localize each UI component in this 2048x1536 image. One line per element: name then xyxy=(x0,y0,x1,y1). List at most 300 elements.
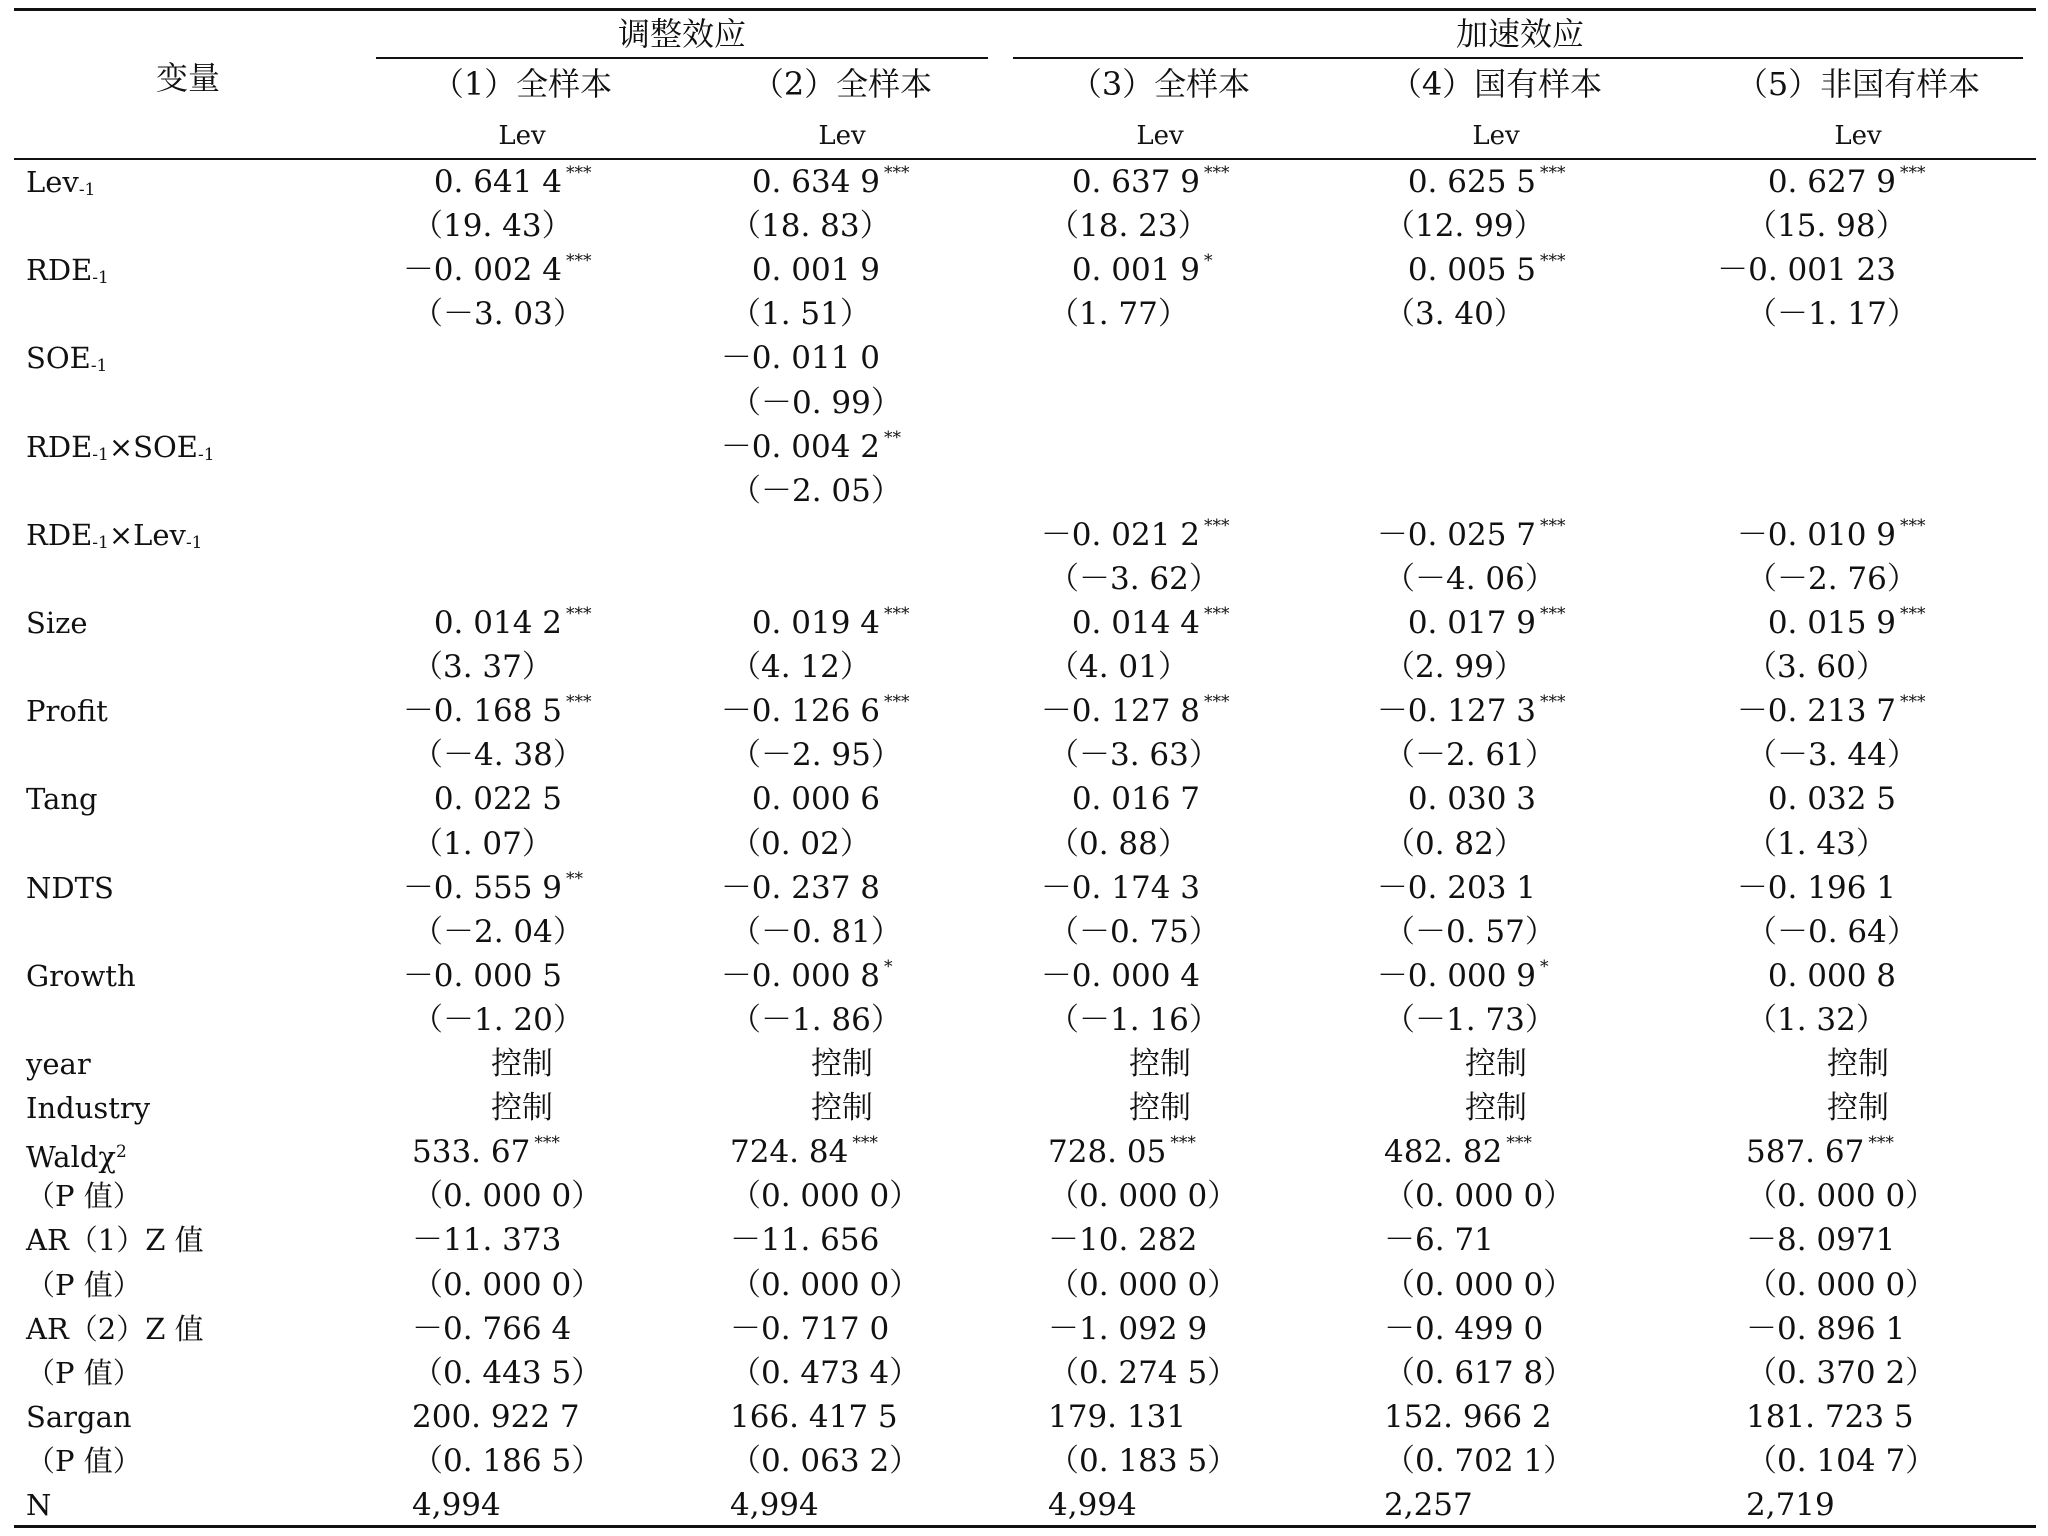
significance-stars: *** xyxy=(534,1133,560,1154)
dependent-var-2: Lev xyxy=(818,121,866,151)
significance-stars: *** xyxy=(1506,1133,1532,1154)
cell-value: （3. 60） xyxy=(1746,649,1887,686)
significance-stars: *** xyxy=(1540,163,1566,183)
cell-value: 0. 019 4 xyxy=(751,605,880,641)
row-label xyxy=(26,1130,127,1174)
row-label xyxy=(26,1174,142,1218)
table-cell xyxy=(751,601,910,645)
table-cell xyxy=(412,733,584,777)
significance-stars: * xyxy=(1540,956,1549,977)
table-cell xyxy=(730,822,871,866)
table-cell xyxy=(1048,1351,1238,1395)
row-label-text: RDE xyxy=(26,253,93,288)
cell-value: （0. 702 1） xyxy=(1384,1442,1575,1479)
cell-value: 0. 030 3 xyxy=(1407,781,1536,818)
cell-value: 0. 001 9 xyxy=(1071,252,1200,289)
significance-stars: *** xyxy=(566,692,592,713)
row-label xyxy=(26,1218,204,1262)
cell-value: （12. 99） xyxy=(1384,208,1545,245)
table-cell xyxy=(811,1086,873,1130)
row-label xyxy=(26,1307,204,1351)
table-cell xyxy=(1384,204,1545,248)
table-cell xyxy=(730,998,902,1042)
table-cell xyxy=(403,954,562,998)
table-cell xyxy=(1048,910,1220,954)
table-cell xyxy=(402,866,583,910)
table-cell xyxy=(412,1395,580,1439)
row-label xyxy=(26,601,88,645)
cell-value: 控制 xyxy=(1465,1046,1527,1082)
table-cell xyxy=(1384,998,1556,1042)
significance-stars: *** xyxy=(1900,515,1926,536)
table-cell xyxy=(1384,1439,1574,1483)
cell-value: （0. 82） xyxy=(1384,825,1525,862)
cell-value: －0. 011 0 xyxy=(720,340,880,377)
table-cell xyxy=(1048,204,1209,248)
column-header-4: （4）国有样本 xyxy=(1389,65,1603,103)
cell-value: －0. 126 6 xyxy=(720,693,880,730)
table-cell xyxy=(1048,557,1220,601)
table-cell xyxy=(1746,1218,1895,1262)
row-label xyxy=(26,1351,142,1395)
cell-value: －11. 373 xyxy=(412,1222,562,1259)
row-label-text: Lev xyxy=(26,165,79,199)
row-label-text: Industry xyxy=(26,1091,151,1126)
cell-value: （－2. 76） xyxy=(1746,560,1918,597)
row-label xyxy=(26,248,109,292)
cell-value: （3. 40） xyxy=(1384,296,1525,333)
cell-value: （0. 000 0） xyxy=(1048,1266,1239,1303)
cell-value: －0. 127 3 xyxy=(1376,693,1536,730)
significance-stars: *** xyxy=(884,163,910,183)
cell-value: 724. 84 xyxy=(730,1134,849,1171)
cell-value: 0. 625 5 xyxy=(1407,164,1536,200)
table-cell xyxy=(1048,998,1220,1042)
column-header-2: （2）全样本 xyxy=(751,65,933,103)
significance-stars: *** xyxy=(1868,1133,1894,1154)
row-label xyxy=(26,513,203,557)
cell-value: 0. 000 8 xyxy=(1767,957,1896,994)
cell-value: 0. 627 9 xyxy=(1767,164,1896,200)
cell-value: －0. 025 7 xyxy=(1376,516,1536,553)
dependent-var-3: Lev xyxy=(1136,121,1184,151)
cell-value: （－0. 64） xyxy=(1746,913,1918,950)
table-cell xyxy=(412,998,584,1042)
table-cell xyxy=(412,1307,571,1351)
cell-value: （－1. 17） xyxy=(1746,296,1918,333)
cell-value: （－0. 57） xyxy=(1384,913,1556,950)
table-cell xyxy=(730,1218,879,1262)
column-header-5: （5）非国有样本 xyxy=(1735,65,1981,103)
cell-value: －0. 237 8 xyxy=(720,869,880,906)
table-cell xyxy=(1048,1263,1238,1307)
cell-value: （0. 183 5） xyxy=(1048,1442,1239,1479)
table-cell xyxy=(1384,1307,1543,1351)
table-cell xyxy=(1746,822,1887,866)
table-cell xyxy=(1384,1351,1574,1395)
cell-value: 2,719 xyxy=(1746,1487,1835,1523)
row-label-superscript: 2 xyxy=(116,1142,127,1163)
table-cell xyxy=(412,910,584,954)
table-cell xyxy=(412,204,573,248)
row-label xyxy=(26,336,107,380)
row-label-text: SOE xyxy=(26,341,91,376)
cell-value: （－1. 16） xyxy=(1048,1001,1220,1038)
row-label xyxy=(26,1483,51,1527)
table-cell xyxy=(1746,1307,1905,1351)
table-cell xyxy=(1384,292,1525,336)
table-cell xyxy=(1746,1351,1936,1395)
cell-value: 0. 014 4 xyxy=(1071,605,1200,641)
cell-value: （0. 063 2） xyxy=(730,1442,921,1479)
table-cell xyxy=(1384,910,1556,954)
row-label xyxy=(26,1086,150,1130)
cell-value: （0. 186 5） xyxy=(412,1442,603,1479)
row-label-text: RDE xyxy=(26,517,93,552)
cell-value: （0. 473 4） xyxy=(730,1354,921,1391)
table-cell xyxy=(1048,1218,1197,1262)
table-cell xyxy=(1376,689,1566,733)
cell-value: 0. 634 9 xyxy=(751,164,880,200)
table-cell xyxy=(752,777,880,821)
cell-value: （0. 02） xyxy=(730,825,871,862)
table-cell xyxy=(1048,645,1189,689)
table-cell xyxy=(1129,1086,1191,1130)
stub-header: 变量 xyxy=(155,59,221,97)
row-label xyxy=(26,160,95,204)
cell-value: 0. 641 4 xyxy=(433,164,562,200)
row-label-text: Sargan xyxy=(26,1399,132,1434)
cell-value: 4,994 xyxy=(730,1487,819,1523)
row-label xyxy=(26,1439,142,1483)
table-cell xyxy=(1384,1395,1552,1439)
table-cell xyxy=(412,1130,560,1174)
row-label-text: （P 值） xyxy=(26,1355,142,1390)
table-cell xyxy=(1048,1439,1238,1483)
table-cell xyxy=(1048,1307,1207,1351)
cell-value: 0. 022 5 xyxy=(433,781,562,818)
table-cell xyxy=(720,954,893,998)
significance-stars: *** xyxy=(566,163,592,183)
cell-value: －0. 000 4 xyxy=(1040,957,1200,994)
cell-value: －0. 213 7 xyxy=(1736,693,1896,730)
cell-value: 0. 014 2 xyxy=(433,605,562,641)
row-label xyxy=(26,1263,142,1307)
table-cell xyxy=(1746,1174,1936,1218)
table-cell xyxy=(1736,513,1926,557)
table-cell xyxy=(1746,1483,1835,1527)
cell-value: （－4. 38） xyxy=(412,737,584,774)
table-cell xyxy=(491,1086,553,1130)
table-cell xyxy=(730,204,891,248)
cell-value: 4,994 xyxy=(412,1487,501,1523)
cell-value: （0. 000 0） xyxy=(1048,1178,1239,1215)
table-cell xyxy=(1384,1218,1494,1262)
table-cell xyxy=(730,381,902,425)
row-label xyxy=(26,689,108,733)
cell-value: 482. 82 xyxy=(1384,1134,1503,1171)
cell-value: 4,994 xyxy=(1048,1487,1137,1523)
table-cell xyxy=(1048,292,1189,336)
cell-value: （18. 83） xyxy=(730,208,891,245)
table-cell xyxy=(412,1351,602,1395)
group-header-adjustment: 调整效应 xyxy=(617,15,747,53)
table-cell xyxy=(433,601,592,645)
cell-value: －1. 092 9 xyxy=(1048,1310,1208,1347)
row-label xyxy=(26,954,136,998)
row-label-text: NDTS xyxy=(26,870,114,905)
row-label xyxy=(26,1042,91,1086)
significance-stars: *** xyxy=(852,1133,878,1154)
table-cell xyxy=(1040,689,1230,733)
table-cell xyxy=(1767,160,1926,204)
table-cell xyxy=(412,822,553,866)
table-cell xyxy=(1048,733,1220,777)
row-label xyxy=(26,425,215,469)
table-cell xyxy=(1746,910,1918,954)
cell-value: （0. 000 0） xyxy=(1746,1266,1937,1303)
table-cell xyxy=(720,425,901,469)
table-cell xyxy=(730,469,902,513)
table-cell xyxy=(1746,557,1918,601)
significance-stars: *** xyxy=(1540,692,1566,713)
table-cell xyxy=(412,645,553,689)
cell-value: （－2. 05） xyxy=(730,472,902,509)
table-cell xyxy=(720,689,910,733)
row-label-text: ×Lev xyxy=(108,517,186,552)
group-rule-adjustment xyxy=(376,57,988,59)
cell-value: （0. 443 5） xyxy=(412,1354,603,1391)
cell-value: （－0. 81） xyxy=(730,913,902,950)
cell-value: 533. 67 xyxy=(412,1134,531,1171)
table-cell xyxy=(730,1307,889,1351)
column-header-3: （3）全样本 xyxy=(1069,65,1251,103)
row-label-text: （P 值） xyxy=(26,1267,142,1302)
cell-value: 控制 xyxy=(1129,1046,1191,1082)
row-label-text: Tang xyxy=(26,782,98,817)
row-label-text: AR（2）Z 值 xyxy=(26,1311,204,1346)
table-cell xyxy=(412,1483,501,1527)
cell-value: 200. 922 7 xyxy=(412,1398,580,1435)
significance-stars: *** xyxy=(1540,251,1566,272)
table-cell xyxy=(1384,822,1525,866)
table-cell xyxy=(491,1042,553,1086)
cell-value: （2. 99） xyxy=(1384,649,1525,686)
table-cell xyxy=(730,1395,898,1439)
cell-value: （1. 43） xyxy=(1746,825,1887,862)
cell-value: （4. 12） xyxy=(730,649,871,686)
header-rule xyxy=(14,158,2036,160)
cell-value: （－2. 61） xyxy=(1384,737,1556,774)
cell-value: －0. 000 5 xyxy=(402,957,562,994)
table-cell xyxy=(1377,866,1536,910)
table-cell xyxy=(1746,1263,1936,1307)
table-cell xyxy=(1746,645,1887,689)
table-cell xyxy=(721,866,880,910)
cell-value: （1. 32） xyxy=(1746,1001,1887,1038)
cell-value: 587. 67 xyxy=(1746,1134,1865,1171)
table-cell xyxy=(412,1263,602,1307)
row-label-subscript: -1 xyxy=(92,268,109,289)
cell-value: （0. 274 5） xyxy=(1048,1354,1239,1391)
table-cell xyxy=(402,248,592,292)
row-label-text: RDE xyxy=(26,429,93,464)
table-cell xyxy=(1408,777,1536,821)
table-cell xyxy=(1071,601,1230,645)
cell-value: （－3. 03） xyxy=(412,296,584,333)
cell-value: （0. 000 0） xyxy=(412,1266,603,1303)
table-cell xyxy=(1048,1483,1137,1527)
significance-stars: * xyxy=(1204,251,1213,272)
group-header-acceleration: 加速效应 xyxy=(1455,15,1585,53)
cell-value: （－0. 75） xyxy=(1048,913,1220,950)
cell-value: （－4. 06） xyxy=(1384,560,1556,597)
cell-value: 0. 637 9 xyxy=(1071,164,1200,200)
cell-value: －0. 021 2 xyxy=(1040,516,1200,553)
row-label-text: N xyxy=(26,1488,52,1522)
row-label xyxy=(26,1395,132,1439)
cell-value: －0. 002 4 xyxy=(402,252,562,289)
table-cell xyxy=(433,160,592,204)
table-cell xyxy=(1717,248,1896,292)
row-label-text: （P 值） xyxy=(26,1443,142,1478)
cell-value: （0. 88） xyxy=(1048,825,1189,862)
row-label-text: year xyxy=(26,1047,91,1081)
cell-value: －0. 004 2 xyxy=(720,428,880,465)
table-cell xyxy=(1407,248,1566,292)
cell-value: 179. 131 xyxy=(1048,1398,1187,1435)
row-label-text: Size xyxy=(26,606,88,640)
cell-value: （19. 43） xyxy=(412,208,573,245)
cell-value: （0. 000 0） xyxy=(1746,1178,1937,1215)
table-cell xyxy=(1071,248,1213,292)
cell-value: 控制 xyxy=(491,1046,553,1082)
table-cell xyxy=(730,292,871,336)
cell-value: （－2. 95） xyxy=(730,737,902,774)
table-cell xyxy=(412,1439,602,1483)
table-cell xyxy=(1827,1042,1889,1086)
table-cell xyxy=(1746,1439,1936,1483)
row-label xyxy=(26,866,114,910)
significance-stars: *** xyxy=(1204,604,1230,624)
row-label-subscript: -1 xyxy=(197,444,215,465)
row-label-text: Growth xyxy=(26,958,136,993)
row-label-subscript: -1 xyxy=(185,532,203,553)
table-cell xyxy=(1376,513,1566,557)
table-cell xyxy=(752,248,880,292)
row-label-text: AR（1）Z 值 xyxy=(26,1223,204,1258)
cell-value: （0. 617 8） xyxy=(1384,1354,1575,1391)
table-cell xyxy=(1384,1174,1574,1218)
table-cell xyxy=(730,1130,878,1174)
cell-value: （18. 23） xyxy=(1048,208,1209,245)
significance-stars: *** xyxy=(566,251,592,272)
cell-value: －0. 000 9 xyxy=(1376,957,1536,994)
cell-value: （15. 98） xyxy=(1746,208,1907,245)
column-header-1: （1）全样本 xyxy=(431,65,613,103)
table-cell xyxy=(730,1351,920,1395)
dependent-var-5: Lev xyxy=(1834,121,1882,151)
significance-stars: *** xyxy=(1170,1133,1196,1154)
cell-value: 控制 xyxy=(811,1090,873,1127)
table-cell xyxy=(1384,1263,1574,1307)
significance-stars: *** xyxy=(566,604,592,624)
cell-value: －0. 010 9 xyxy=(1736,516,1896,553)
row-label-text: Profit xyxy=(26,694,108,729)
cell-value: 控制 xyxy=(491,1090,553,1127)
table-cell xyxy=(412,292,584,336)
row-label-text: （P 值） xyxy=(26,1179,142,1214)
cell-value: （－0. 99） xyxy=(730,384,902,421)
table-cell xyxy=(1384,733,1556,777)
cell-value: （0. 000 0） xyxy=(730,1178,921,1215)
cell-value: （0. 370 2） xyxy=(1746,1354,1937,1391)
row-label-subscript: -1 xyxy=(78,180,96,200)
cell-value: （－1. 20） xyxy=(412,1001,584,1038)
row-label-text: Waldχ xyxy=(26,1140,116,1175)
cell-value: －10. 282 xyxy=(1048,1222,1198,1259)
table-cell xyxy=(434,777,562,821)
cell-value: －0. 717 0 xyxy=(730,1310,890,1347)
table-cell xyxy=(1737,866,1896,910)
cell-value: 0. 000 6 xyxy=(751,781,880,818)
cell-value: －6. 71 xyxy=(1384,1222,1494,1259)
significance-stars: ** xyxy=(884,427,901,448)
cell-value: （0. 000 0） xyxy=(730,1266,921,1303)
significance-stars: *** xyxy=(1540,515,1566,536)
table-cell xyxy=(1407,601,1566,645)
cell-value: －0. 555 9 xyxy=(402,869,562,906)
row-label-subscript: -1 xyxy=(92,532,109,553)
table-cell xyxy=(1376,954,1549,998)
cell-value: （1. 07） xyxy=(412,825,553,862)
table-cell xyxy=(1746,204,1907,248)
significance-stars: * xyxy=(884,956,893,977)
row-label xyxy=(26,777,98,821)
table-cell xyxy=(1746,1395,1914,1439)
top-rule xyxy=(14,8,2036,11)
cell-value: 0. 001 9 xyxy=(751,252,880,289)
row-label-subscript: -1 xyxy=(90,356,108,377)
table-cell xyxy=(1827,1086,1889,1130)
significance-stars: *** xyxy=(1900,692,1926,713)
cell-value: （4. 01） xyxy=(1048,649,1189,686)
table-cell xyxy=(1041,866,1200,910)
cell-value: －0. 203 1 xyxy=(1376,869,1536,906)
cell-value: （－3. 63） xyxy=(1048,737,1220,774)
cell-value: （0. 104 7） xyxy=(1746,1442,1937,1479)
cell-value: －0. 168 5 xyxy=(402,693,562,730)
cell-value: （0. 000 0） xyxy=(412,1178,603,1215)
table-cell xyxy=(1746,733,1918,777)
table-cell xyxy=(1465,1042,1527,1086)
table-cell xyxy=(1768,954,1896,998)
cell-value: －0. 127 8 xyxy=(1040,693,1200,730)
table-cell xyxy=(1746,998,1887,1042)
significance-stars: *** xyxy=(1900,604,1926,624)
cell-value: （0. 000 0） xyxy=(1384,1266,1575,1303)
table-cell xyxy=(811,1042,873,1086)
significance-stars: *** xyxy=(884,692,910,713)
cell-value: 0. 017 9 xyxy=(1407,605,1536,641)
cell-value: 控制 xyxy=(1827,1046,1889,1082)
cell-value: 166. 417 5 xyxy=(730,1398,898,1435)
table-cell xyxy=(730,1439,920,1483)
cell-value: 0. 005 5 xyxy=(1407,252,1536,289)
cell-value: （1. 51） xyxy=(730,296,871,333)
table-cell xyxy=(730,645,871,689)
cell-value: （3. 37） xyxy=(412,649,553,686)
